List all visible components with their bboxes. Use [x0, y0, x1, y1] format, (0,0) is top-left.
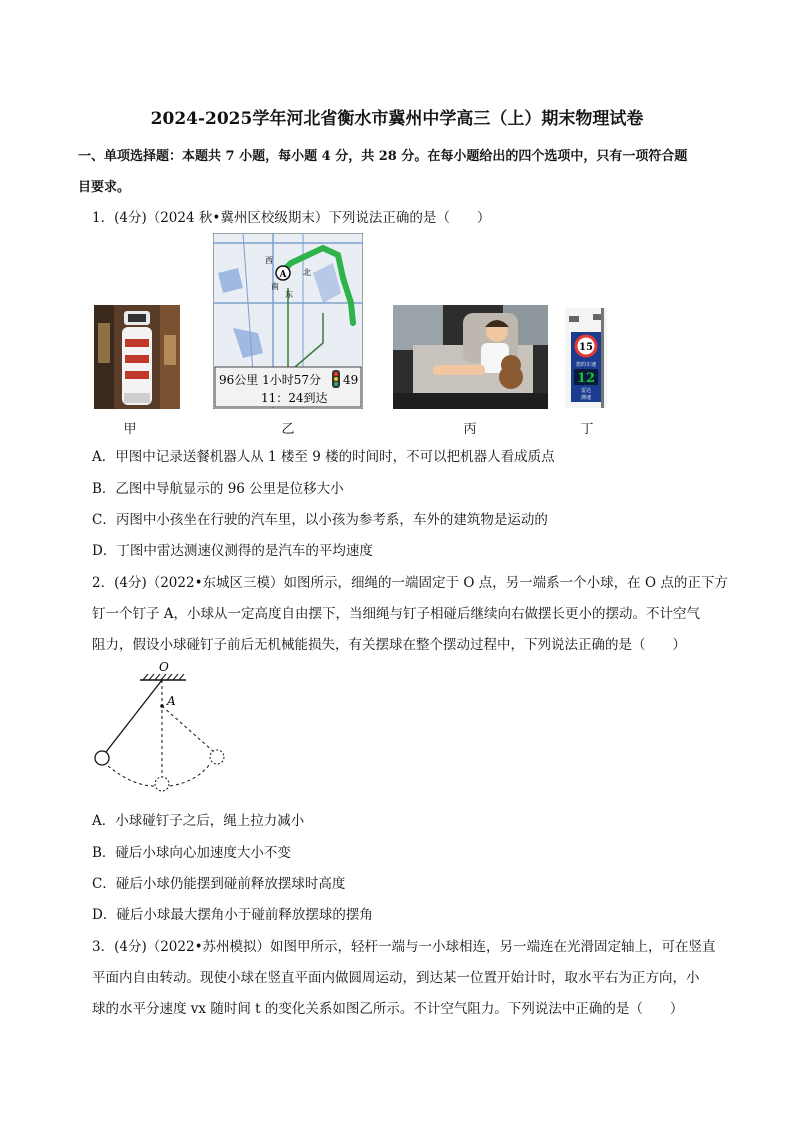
caption-yi: 乙	[281, 422, 295, 437]
map-info-distance-time: 96公里 1小时57分	[219, 373, 321, 387]
map-dir-south: 南	[271, 282, 279, 291]
caption-jia: 甲	[123, 422, 137, 437]
q2-stem-line2: 钉一个钉子 A，小球从一定高度自由摆下，当细绳与钉子相碰后继续向右做摆长更小的摆动。不计空气	[92, 606, 701, 622]
map-info-arrival: 11：24到达	[261, 391, 328, 405]
radar-speed-sign	[565, 308, 607, 408]
q3-stem-line1: 3．(4分)（2022•苏州模拟）如图甲所示，轻杆一端与一小球相连，另一端连在光滑固定轴上，可在竖直	[92, 939, 716, 955]
q3-stem-line3: 球的水平分速度 vx 随时间 t 的变化关系如图乙所示。不计空气阻力。下列说法中正确的是（ ）	[92, 1001, 684, 1017]
q3-stem-line2: 平面内自由转动。现使小球在竖直平面内做圆周运动，到达某一位置开始计时，取水平右为正方向，小	[92, 970, 700, 986]
map-dir-east: 东	[285, 290, 293, 299]
q1-option-a: A．甲图中记录送餐机器人从 1 楼至 9 楼的时间时，不可以把机器人看成质点	[92, 449, 555, 465]
speed-display: 12	[576, 371, 596, 386]
point-a-label: A	[167, 694, 176, 708]
q2-option-a: A．小球碰钉子之后，绳上拉力减小	[92, 813, 305, 829]
q2-stem-line1: 2．(4分)（2022•东城区三模）如图所示，细绳的一端固定于 O 点，另一端系一个小球，在 O 点的正下方	[92, 575, 728, 591]
q1-option-b: B．乙图中导航显示的 96 公里是位移大小	[92, 481, 344, 497]
map-dir-west: 西	[265, 256, 273, 265]
map-dir-north: 北	[303, 268, 311, 277]
map-marker-a: A	[279, 270, 287, 280]
q1-option-c: C．丙图中小孩坐在行驶的汽车里，以小孩为参考系，车外的建筑物是运动的	[92, 512, 548, 528]
speed-limit-value: 15	[579, 342, 593, 353]
speed-caption: 您的车速	[575, 362, 597, 368]
page-title: 2024-2025学年河北省衡水市冀州中学高三（上）期末物理试卷	[150, 109, 644, 129]
caption-bing: 丙	[463, 422, 477, 437]
child-in-car-photo	[393, 305, 548, 409]
map-info-count: 49	[343, 373, 359, 387]
speed-footer-2: 测速	[580, 395, 592, 401]
q1-option-d: D．丁图中雷达测速仪测得的是汽车的平均速度	[92, 543, 373, 559]
point-o-label: O	[159, 660, 169, 674]
speed-footer-1: 雷达	[580, 388, 592, 394]
q2-option-b: B．碰后小球向心加速度大小不变	[92, 845, 291, 861]
q2-stem-line3: 阻力，假设小球碰钉子前后无机械能损失，有关摆球在整个摆动过程中，下列说法正确的是（ ）	[92, 637, 686, 653]
caption-ding: 丁	[580, 422, 594, 437]
pendulum-diagram	[88, 660, 238, 795]
section-heading-line1: 一、单项选择题：本题共 7 小题，每小题 4 分，共 28 分。在每小题给出的四个选项中，只有一项符合题	[78, 149, 688, 164]
navigation-map	[213, 233, 363, 409]
section-heading-line2: 目要求。	[78, 180, 131, 195]
robot-photo	[94, 305, 180, 409]
q1-stem: 1．(4分)（2024 秋•冀州区校级期末）下列说法正确的是（ ）	[92, 210, 491, 226]
q2-option-c: C．碰后小球仍能摆到碰前释放摆球时高度	[92, 876, 346, 892]
q2-option-d: D．碰后小球最大摆角小于碰前释放摆球的摆角	[92, 907, 373, 923]
